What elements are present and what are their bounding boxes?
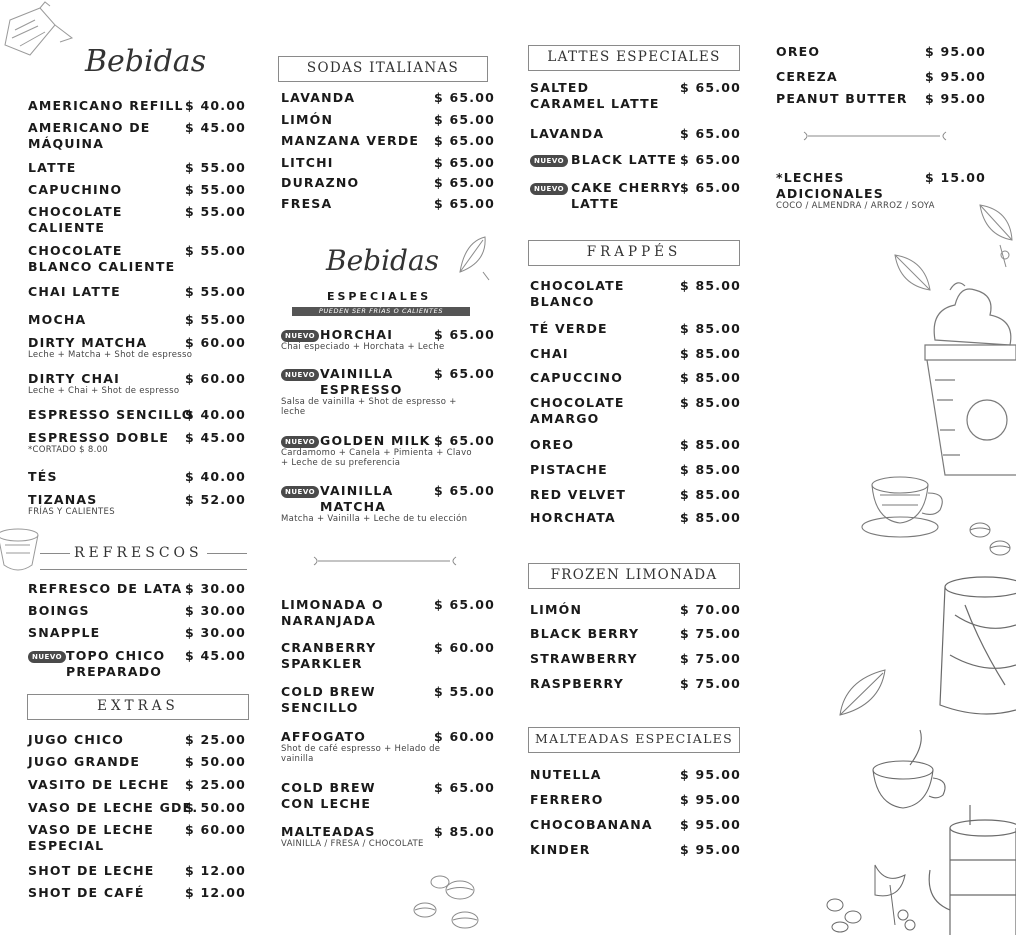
menu-item-price: $ 95.00 <box>925 91 986 106</box>
menu-item-name: LIMONADA O <box>281 597 384 612</box>
especiales-subtitle: ESPECIALES <box>327 290 432 303</box>
nuevo-badge: NUEVO <box>28 651 66 663</box>
menu-item-price: $ 55.00 <box>185 204 246 219</box>
menu-item-name: MALTEADAS <box>281 824 376 839</box>
menu-item-price: $ 65.00 <box>434 133 495 148</box>
leaf-icon <box>455 232 491 282</box>
menu-item-description: Leche + Chai + Shot de espresso <box>28 386 180 396</box>
menu-item-name-line2: BLANCO CALIENTE <box>28 259 176 274</box>
menu-item-price: $ 95.00 <box>925 44 986 59</box>
menu-item-name: BLACK BERRY <box>530 626 640 641</box>
extras-header: EXTRAS <box>93 698 183 714</box>
menu-item-name: BOINGS <box>28 603 90 618</box>
menu-item-price: $ 40.00 <box>185 407 246 422</box>
menu-item-price: $ 60.00 <box>185 822 246 837</box>
menu-item-price: $ 75.00 <box>680 651 741 666</box>
menu-item-name: HORCHAI <box>320 327 394 342</box>
especiales-banner: PUEDEN SER FRÍAS O CALIENTES <box>292 307 470 316</box>
menu-item-name: MOCHA <box>28 312 87 327</box>
menu-item-price: $ 85.00 <box>680 510 741 525</box>
menu-item-description: Shot de café espresso + Helado de <box>281 744 441 754</box>
menu-item-description-line2: vainilla <box>281 754 314 764</box>
menu-item-name: CHOCOLATE <box>28 204 123 219</box>
menu-item-name-line2: CARAMEL LATTE <box>530 96 660 111</box>
menu-item-name: CHAI LATTE <box>28 284 121 299</box>
menu-item-name: AMERICANO DE <box>28 120 151 135</box>
menu-item-price: $ 70.00 <box>680 602 741 617</box>
menu-item-name: JUGO CHICO <box>28 732 125 747</box>
menu-item-price: $ 55.00 <box>185 284 246 299</box>
menu-item-name: ESPRESSO SENCILLO <box>28 407 194 422</box>
coffee-beans-icon <box>815 855 925 935</box>
malteadas-header-box <box>528 727 740 753</box>
menu-item-name: *LECHES <box>776 170 845 185</box>
soda-can-icon <box>935 575 1016 725</box>
menu-item-price: $ 65.00 <box>434 780 495 795</box>
menu-item-price: $ 65.00 <box>680 152 741 167</box>
menu-item-price: $ 55.00 <box>185 312 246 327</box>
menu-item-name: GOLDEN MILK <box>320 433 431 448</box>
lattes-header-box <box>528 45 740 71</box>
menu-item-name: CHOCOLATE <box>530 395 625 410</box>
menu-item-name-line2: MÁQUINA <box>28 136 105 151</box>
frozen-header: FROZEN LIMONADA <box>547 567 722 583</box>
menu-item-price: $ 55.00 <box>434 684 495 699</box>
menu-item-name: LATTE <box>28 160 77 175</box>
menu-item-price: $ 85.00 <box>680 346 741 361</box>
menu-item-price: $ 65.00 <box>434 112 495 127</box>
ornament-divider-icon <box>310 553 460 569</box>
lattes-header: LATTES ESPECIALES <box>543 49 724 65</box>
menu-item-price: $ 40.00 <box>185 98 246 113</box>
menu-item-name: CAPUCHINO <box>28 182 123 197</box>
menu-item-name: DIRTY CHAI <box>28 371 120 386</box>
menu-item-name: VASO DE LECHE <box>28 822 155 837</box>
menu-item-name-line2: CALIENTE <box>28 220 106 235</box>
menu-item-price: $ 85.00 <box>434 824 495 839</box>
menu-item-name: OREO <box>530 437 575 452</box>
nuevo-badge: NUEVO <box>530 155 568 167</box>
menu-item-price: $ 85.00 <box>680 278 741 293</box>
menu-item-description: Cardamomo + Canela + Pimienta + Clavo <box>281 448 472 458</box>
menu-item-name: ESPRESSO DOBLE <box>28 430 170 445</box>
menu-item-name-line2: ESPRESSO <box>320 382 403 397</box>
coffee-beans-icon <box>960 510 1016 560</box>
menu-item-price: $ 85.00 <box>680 462 741 477</box>
menu-item-name: RED VELVET <box>530 487 627 502</box>
menu-item-name: TOPO CHICO <box>66 648 166 663</box>
menu-item-price: $ 85.00 <box>680 487 741 502</box>
menu-item-name: MANZANA VERDE <box>281 133 420 148</box>
menu-item-name: LITCHI <box>281 155 334 170</box>
menu-item-name-line2: CON LECHE <box>281 796 372 811</box>
malteadas-header: MALTEADAS ESPECIALES <box>531 731 737 746</box>
menu-item-name: CHOCOBANANA <box>530 817 653 832</box>
menu-item-price: $ 25.00 <box>185 732 246 747</box>
frozen-header-box <box>528 563 740 589</box>
menu-item-name: DIRTY MATCHA <box>28 335 148 350</box>
nuevo-badge: NUEVO <box>281 330 319 342</box>
menu-item-price: $ 65.00 <box>434 366 495 381</box>
cup-icon <box>860 465 955 545</box>
frappe-cup-icon <box>915 280 1016 480</box>
menu-item-price: $ 95.00 <box>680 817 741 832</box>
menu-item-price: $ 65.00 <box>434 196 495 211</box>
menu-item-name: HORCHATA <box>530 510 616 525</box>
menu-item-name: DURAZNO <box>281 175 360 190</box>
sodas-header: SODAS ITALIANAS <box>303 60 463 76</box>
menu-item-price: $ 75.00 <box>680 626 741 641</box>
menu-item-name: LAVANDA <box>530 126 605 141</box>
refrescos-header-line-bottom <box>40 569 247 570</box>
menu-item-price: $ 12.00 <box>185 885 246 900</box>
menu-item-name: FRESA <box>281 196 333 211</box>
coffee-beans-icon <box>405 870 490 935</box>
menu-item-name: REFRESCO DE LATA <box>28 581 183 596</box>
menu-item-price: $ 65.00 <box>680 126 741 141</box>
menu-item-price: $ 15.00 <box>925 170 986 185</box>
menu-item-name: SHOT DE LECHE <box>28 863 155 878</box>
menu-item-name: VASO DE LECHE GDE. <box>28 800 199 815</box>
menu-item-name: PEANUT BUTTER <box>776 91 908 106</box>
menu-item-name: TÉ VERDE <box>530 321 608 336</box>
menu-item-name: CEREZA <box>776 69 838 84</box>
menu-item-price: $ 65.00 <box>434 327 495 342</box>
especiales-title: Bebidas <box>326 244 440 277</box>
menu-item-name: KINDER <box>530 842 591 857</box>
menu-item-name: OREO <box>776 44 821 59</box>
menu-item-price: $ 30.00 <box>185 581 246 596</box>
leaf-icon <box>835 665 890 720</box>
menu-item-name-line2: ESPECIAL <box>28 838 105 853</box>
menu-item-description-line2: + Leche de su preferencia <box>281 458 401 468</box>
menu-item-name: STRAWBERRY <box>530 651 638 666</box>
menu-item-description: VAINILLA / FRESA / CHOCOLATE <box>281 839 424 849</box>
menu-item-price: $ 65.00 <box>434 90 495 105</box>
menu-item-price: $ 40.00 <box>185 469 246 484</box>
menu-item-price: $ 25.00 <box>185 777 246 792</box>
menu-item-price: $ 50.00 <box>185 754 246 769</box>
menu-item-name: CRANBERRY <box>281 640 377 655</box>
menu-item-name: CAKE CHERRY <box>571 180 682 195</box>
menu-item-price: $ 60.00 <box>185 371 246 386</box>
menu-item-name: TÉS <box>28 469 58 484</box>
menu-item-name-line2: SPARKLER <box>281 656 363 671</box>
extras-header-box <box>27 694 249 720</box>
menu-item-name: CAPUCCINO <box>530 370 624 385</box>
nuevo-badge: NUEVO <box>281 436 319 448</box>
menu-item-price: $ 60.00 <box>185 335 246 350</box>
nuevo-badge: NUEVO <box>281 369 319 381</box>
menu-item-name: BLACK LATTE <box>571 152 678 167</box>
menu-item-name: PISTACHE <box>530 462 608 477</box>
menu-item-description: Salsa de vainilla + Shot de espresso + <box>281 397 457 407</box>
menu-item-price: $ 30.00 <box>185 625 246 640</box>
menu-item-description: FRÍAS Y CALIENTES <box>28 507 115 517</box>
menu-item-price: $ 95.00 <box>680 767 741 782</box>
menu-item-name: SNAPPLE <box>28 625 101 640</box>
menu-item-price: $ 85.00 <box>680 395 741 410</box>
menu-item-price: $ 65.00 <box>434 155 495 170</box>
menu-item-price: $ 45.00 <box>185 120 246 135</box>
sodas-header-box <box>278 56 488 82</box>
menu-item-description-line2: leche <box>281 407 306 417</box>
menu-item-name: JUGO GRANDE <box>28 754 141 769</box>
menu-item-price: $ 12.00 <box>185 863 246 878</box>
menu-item-name: LIMÓN <box>281 112 334 127</box>
menu-item-name: VAINILLA <box>320 366 394 381</box>
menu-item-name-line2: ADICIONALES <box>776 186 884 201</box>
refrescos-header: REFRESCOS <box>70 545 207 561</box>
menu-item-description: *CORTADO $ 8.00 <box>28 445 108 455</box>
menu-item-name: NUTELLA <box>530 767 602 782</box>
menu-item-description: Matcha + Vainilla + Leche de tu elección <box>281 514 468 524</box>
menu-item-price: $ 52.00 <box>185 492 246 507</box>
menu-item-price: $ 65.00 <box>434 175 495 190</box>
menu-item-price: $ 95.00 <box>680 792 741 807</box>
menu-item-name: VASITO DE LECHE <box>28 777 170 792</box>
menu-item-price: $ 60.00 <box>434 729 495 744</box>
menu-item-price: $ 85.00 <box>680 321 741 336</box>
menu-item-name-line2: SENCILLO <box>281 700 359 715</box>
menu-item-price: $ 60.00 <box>434 640 495 655</box>
menu-item-name-line2: BLANCO <box>530 294 595 309</box>
menu-item-price: $ 75.00 <box>680 676 741 691</box>
menu-item-price: $ 30.00 <box>185 603 246 618</box>
cup-icon <box>0 525 45 580</box>
menu-item-name-line2: PREPARADO <box>66 664 163 679</box>
menu-item-name: AMERICANO REFILL <box>28 98 184 113</box>
menu-item-price: $ 55.00 <box>185 182 246 197</box>
menu-item-price: $ 65.00 <box>680 80 741 95</box>
menu-item-description: Leche + Matcha + Shot de espresso <box>28 350 193 360</box>
menu-item-name: COLD BREW <box>281 684 376 699</box>
frappes-header: FRAPPÉS <box>583 244 686 260</box>
menu-item-price: $ 65.00 <box>434 433 495 448</box>
menu-item-price: $ 45.00 <box>185 430 246 445</box>
menu-item-description: Chai especiado + Horchata + Leche <box>281 342 445 352</box>
menu-item-name-line2: MATCHA <box>320 499 387 514</box>
french-press-icon <box>930 800 1016 935</box>
menu-item-name: SALTED <box>530 80 590 95</box>
menu-item-name-line2: AMARGO <box>530 411 600 426</box>
menu-item-price: $ 45.00 <box>185 648 246 663</box>
menu-item-name-line2: NARANJADA <box>281 613 377 628</box>
menu-item-price: $ 65.00 <box>434 597 495 612</box>
menu-item-price: $ 95.00 <box>925 69 986 84</box>
frappes-header-box <box>528 240 740 266</box>
menu-item-name: COLD BREW <box>281 780 376 795</box>
menu-item-description: COCO / ALMENDRA / ARROZ / SOYA <box>776 201 935 211</box>
ornament-divider-icon <box>800 128 950 144</box>
menu-item-name: RASPBERRY <box>530 676 624 691</box>
menu-item-name: TIZANAS <box>28 492 98 507</box>
coffee-pot-icon <box>0 0 80 70</box>
leaf-icon <box>970 195 1016 270</box>
menu-item-price: $ 50.00 <box>185 800 246 815</box>
menu-item-name: LIMÓN <box>530 602 583 617</box>
menu-item-price: $ 65.00 <box>680 180 741 195</box>
menu-item-name: FERRERO <box>530 792 604 807</box>
menu-item-name: SHOT DE CAFÉ <box>28 885 145 900</box>
menu-item-name: LAVANDA <box>281 90 356 105</box>
nuevo-badge: NUEVO <box>281 486 319 498</box>
bebidas-title: Bebidas <box>85 44 207 79</box>
menu-item-name: CHOCOLATE <box>530 278 625 293</box>
menu-item-price: $ 55.00 <box>185 160 246 175</box>
menu-item-price: $ 85.00 <box>680 437 741 452</box>
menu-item-price: $ 85.00 <box>680 370 741 385</box>
menu-item-price: $ 55.00 <box>185 243 246 258</box>
menu-item-price: $ 95.00 <box>680 842 741 857</box>
menu-item-name: CHAI <box>530 346 569 361</box>
menu-item-name: CHOCOLATE <box>28 243 123 258</box>
nuevo-badge: NUEVO <box>530 183 568 195</box>
menu-item-name-line2: LATTE <box>571 196 620 211</box>
menu-item-name: AFFOGATO <box>281 729 367 744</box>
menu-item-name: VAINILLA <box>320 483 394 498</box>
menu-item-price: $ 65.00 <box>434 483 495 498</box>
